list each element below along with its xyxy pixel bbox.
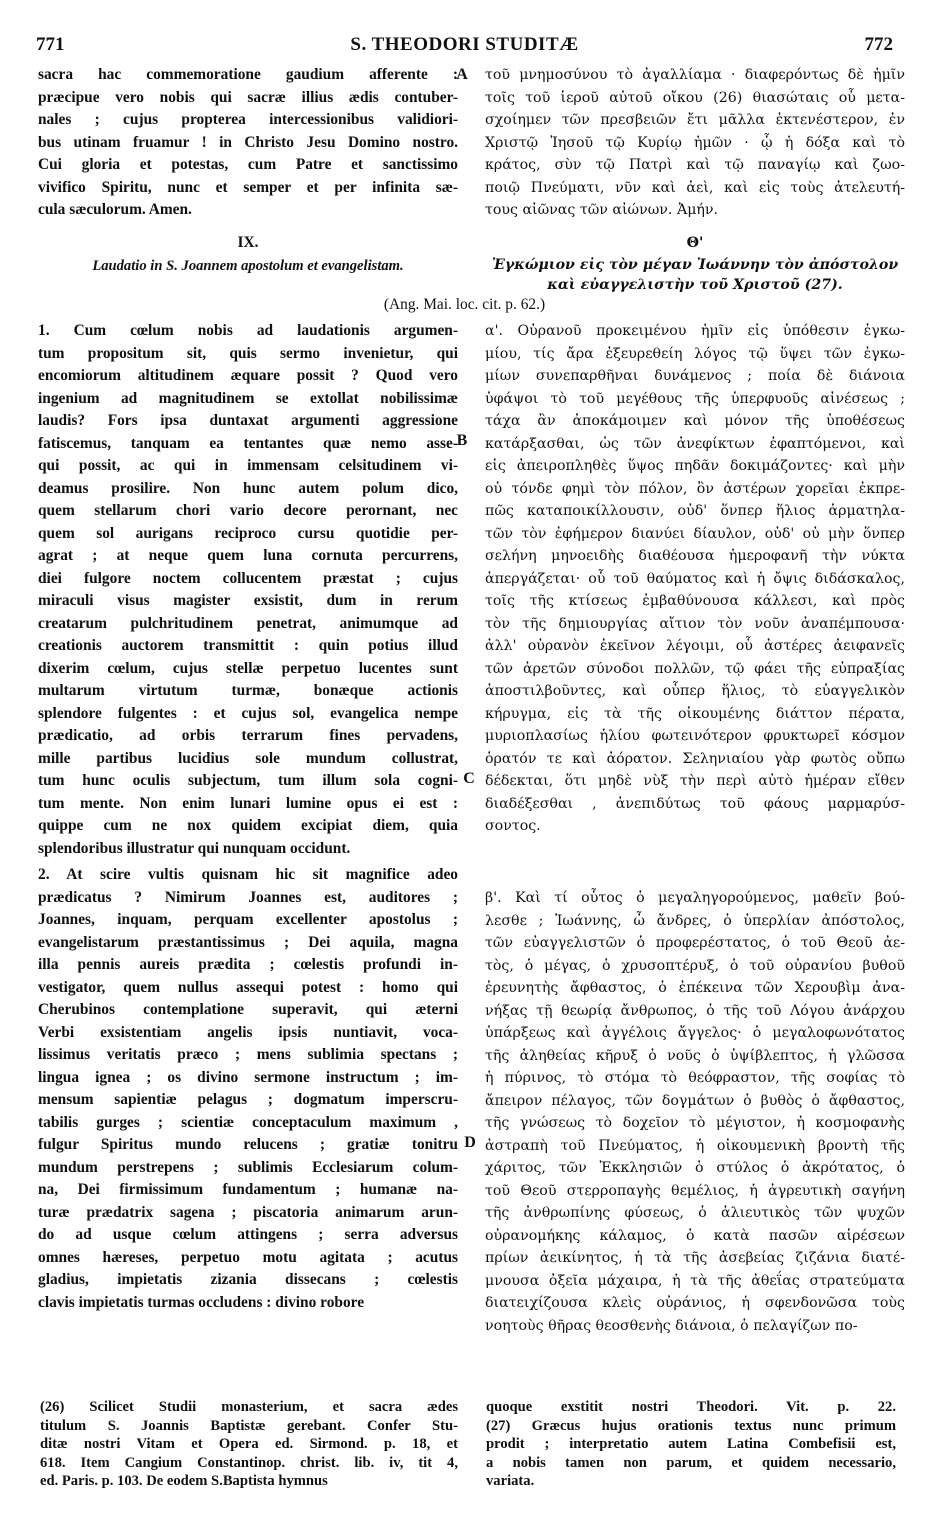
text-line: gladius, impietatis zizania dissecans ; cœlestis bbox=[38, 1271, 458, 1288]
margin-marker-b: B bbox=[456, 432, 468, 449]
greek-section-title-2: καὶ εὐαγγελιστὴν τοῦ Χριστοῦ (27). bbox=[547, 276, 843, 293]
text-line: ὑφάψοι τὸ τοῦ μεγέθους τῆς ὑπερφυοῦς αἰνέσεως ; bbox=[485, 390, 905, 407]
text-line: Cui gloria et potestas, cum Patre et sanctissimo bbox=[38, 156, 458, 173]
text-line: tabilis gurges ; scientiæ conceptaculum maximum , bbox=[38, 1113, 458, 1131]
page-header bbox=[36, 34, 893, 60]
text-line: fatiscemus, tanquam ea tentantes quæ nemo asse- bbox=[38, 434, 458, 452]
text-line: fulgur Spiritus mundo relucens ; gratiæ tonitru bbox=[38, 1136, 458, 1153]
text-line: πῶς καταποικίλλουσιν, οὐδ' ὅνπερ ἥλιος ἁρματηλα- bbox=[485, 503, 905, 519]
text-line: ἀστραπὴ τοῦ Πνεύματος, ἡ οἰκουμενικὴ βροντὴ τῆς bbox=[485, 1137, 905, 1154]
text-line: quem sol aurigans reciproco cursu quotidie per- bbox=[38, 524, 458, 542]
text-line: ἀλλ' οὐρανὸν ἐκεῖνον λέγοιμι, οὗ ἀστέρες ἀειφανεῖς bbox=[485, 638, 905, 654]
text-line: ἡ πύρινος, τὸ στόμα τὸ θεόφραστον, τῆς σοφίας τὸ bbox=[485, 1070, 905, 1086]
text-line: Χριστῷ Ἰησοῦ τῷ Κυρίῳ ἡμῶν · ᾧ ἡ δόξα καὶ τὸ bbox=[485, 134, 905, 151]
text-line: 1. Cum cœlum nobis ad laudationis argumen- bbox=[38, 322, 458, 339]
text-line: μίων συνεπαρθῆναι δυνάμενος ; ποία δὲ διάνοια bbox=[485, 368, 905, 384]
text-line: νήξας τῇ θεωρίᾳ ἄνθρωπος, ὁ τῆς τοῦ Λόγου ἀνάρχου bbox=[485, 1002, 905, 1019]
text-line: laudis? Fors ipsa duntaxat argumenti aggressione bbox=[38, 412, 458, 429]
text-line: sacra hac commemoratione gaudium afferente : bbox=[38, 66, 458, 83]
text-line: clavis impietatis turmas occludens : divino robore bbox=[38, 1293, 365, 1311]
greek-column-top bbox=[485, 64, 905, 222]
text-line: ed. Paris. p. 103. De eodem S.Baptista hymnus bbox=[40, 1473, 328, 1489]
text-line: ἄπειρον πέλαγος, τῶν δογμάτων ὁ βυθὸς ὁ ἄφθαστος, bbox=[485, 1092, 905, 1109]
greek-paragraph-1 bbox=[485, 320, 905, 838]
text-line: cula sæculorum. Amen. bbox=[38, 201, 192, 218]
text-line: illa pennis aureis prædita ; cœlestis profundi in- bbox=[38, 956, 458, 973]
text-line: creatarum pulchritudinem penetrat, animumque ad bbox=[38, 614, 458, 632]
text-line: Joannes, inquam, perquam excellenter apostolus ; bbox=[38, 911, 458, 928]
text-line: prædicatus ? Nimirum Joannes est, auditores ; bbox=[38, 888, 458, 906]
text-line: ὁρατόν τε καὶ ἀόρατον. Σεληνιαίου γὰρ φωτὸς οὔπω bbox=[485, 750, 905, 767]
text-line: τοῖς τοῦ ἱεροῦ αὐτοῦ οἴκου (26) θιασώταις οὗ μετα- bbox=[485, 89, 905, 106]
latin-column-top bbox=[38, 64, 458, 222]
text-line: variata. bbox=[486, 1473, 535, 1489]
latin-heading bbox=[38, 232, 458, 277]
text-line: χάριτος, τῶν Ἐκκλησιῶν ὁ στύλος ὁ ἀκρότατος, ὁ bbox=[485, 1160, 905, 1176]
text-line: (27) Græcus hujus orationis textus nunc primum bbox=[486, 1417, 896, 1434]
margin-marker-a: A bbox=[456, 66, 468, 83]
text-line: ingenium ad magnitudinem se extollat nobilissimæ bbox=[38, 389, 458, 407]
text-line: deamus prosilire. Non hunc autem polum dico, bbox=[38, 479, 458, 497]
latin-paragraph-1 bbox=[38, 320, 458, 860]
text-line: τῶν ἀρετῶν σύνοδοι πολλῶν, τῷ φάει τῆς εὐπραξίας bbox=[485, 660, 905, 677]
text-line: πρίων ἀεικίνητος, ἡ τὰ τῆς ἀσεβείας ζιζάνια διατέ- bbox=[485, 1250, 905, 1266]
text-line: quippe cum ne nox quidem excipiat diem, quia bbox=[38, 817, 458, 834]
page-number-left: 771 bbox=[36, 34, 65, 55]
text-line: mensum sapientiæ pelagus ; dogmatum imperscru- bbox=[38, 1091, 458, 1108]
footnotes-right bbox=[486, 1398, 896, 1491]
text-line: β'. Καὶ τί οὗτος ὁ μεγαληγορούμενος, μαθεῖν βού- bbox=[485, 890, 905, 906]
text-line: τους αἰῶνας τῶν αἰώνων. Ἀμήν. bbox=[485, 202, 719, 218]
text-line: ἀπεργάζεται· οὗ τοῦ θαύματος καὶ ἡ ὄψις διδάσκαλος, bbox=[485, 570, 905, 587]
text-line: διατειχίζουσα κλεὶς οὐράνιος, ἡ σφενδονῶσα τοὺς bbox=[485, 1295, 905, 1311]
text-line: na, Dei firmissimum fundamentum ; humanæ na- bbox=[38, 1181, 458, 1198]
text-line: titulum S. Joannis Baptistæ gerebant. Confer Stu- bbox=[40, 1417, 458, 1434]
text-line: diei fulgore noctem collucentem præstat ; cujus bbox=[38, 569, 458, 587]
text-line: prodit ; interpretatio autem Latina Combefisii est, bbox=[486, 1436, 896, 1452]
text-line: encomiorum altitudinem æquare possit ? Quod vero bbox=[38, 367, 458, 384]
greek-section-number: Θ' bbox=[686, 235, 704, 251]
text-line: tum hunc oculis subjectum, tum illum sola cogni- bbox=[38, 772, 458, 789]
text-line: qui possit, ac qui in immensam celsitudinem vi- bbox=[38, 457, 458, 474]
text-line: οὐ τόνδε φημὶ τὸν πόλον, ὃν ἀστέρων χορεῖαι ἐκπρε- bbox=[485, 480, 905, 497]
text-line: οὐρανομήκης κάλαμος, ὁ κατὰ πασῶν αἱρέσεων bbox=[485, 1227, 905, 1244]
margin-marker-c: C bbox=[463, 770, 475, 787]
text-line: δέδεκται, ὅτι μηδὲ νὺξ τὴν περὶ αὐτὸ ἡμέραν εἴθεν bbox=[485, 773, 905, 789]
text-line: κατάρξασθαι, ὡς τῶν ἀνεφίκτων ἐφαπτόμενοι, καὶ bbox=[485, 435, 905, 452]
text-line: κήρυγμα, εἰς τὰ τῆς οἰκουμένης διάττον πέρατα, bbox=[485, 705, 905, 722]
text-line: tum propositum sit, quis sermo invenietur, qui bbox=[38, 344, 458, 362]
text-line: ἀποστιλβοῦντες, καὶ οὗπερ ἥλιος, τὸ εὐαγγελικὸν bbox=[485, 683, 905, 699]
text-line: τῶν τὸν ἐφήμερον διανύει δίαυλον, οὐδ' οὐ μὴν ὅνπερ bbox=[485, 525, 905, 542]
source-citation: (Ang. Mai. loc. cit. p. 62.) bbox=[383, 296, 546, 313]
text-line: vestigator, quem nullus assequi potest : homo qui bbox=[38, 978, 458, 996]
text-line: τάχα ἂν ἀποκάμοιμεν καὶ μόνον τῆς ὑποθέσεως bbox=[485, 413, 905, 429]
text-line: mille partibus lucidius sole mundum collustrat, bbox=[38, 749, 458, 767]
greek-heading bbox=[485, 232, 905, 295]
text-line: ditæ nostri Vitam et Opera ed. Sirmond. p. 18, et bbox=[40, 1436, 458, 1452]
text-line: σοντος. bbox=[485, 818, 541, 834]
text-line: σελήνη μηνοειδὴς διαθέουσα ἡμεροφανῆ τὴν νύκτα bbox=[485, 548, 905, 564]
text-line: εἰς ἀπειροπληθὲς ὕψος πηδᾶν δοκιμάζοντες· καὶ μὴν bbox=[485, 458, 905, 474]
text-line: turæ prædatrix sagena ; piscatoria animarum arun- bbox=[38, 1203, 458, 1221]
text-line: quem stellarum chori vario decore perornant, nec bbox=[38, 502, 458, 519]
text-line: evangelistarum præstantissimus ; Dei aquila, magna bbox=[38, 933, 458, 951]
text-line: ὑπάρξεως καὶ ἀγγέλοις ἄγγελος· ὁ μεγαλοφωνότατος bbox=[485, 1025, 905, 1041]
text-line: creationis auctorem transmittit : quin potius illud bbox=[38, 637, 458, 654]
greek-section-title-1: Ἐγκώμιον εἰς τὸν μέγαν Ἰωάννην τὸν ἀπόστολον bbox=[491, 256, 899, 273]
text-line: lissimus veritatis præco ; mens sublimia spectans ; bbox=[38, 1046, 458, 1063]
text-line: τῶν εὐαγγελιστῶν ὁ προφερέστατος, ὁ τοῦ Θεοῦ ἀε- bbox=[485, 935, 905, 951]
text-line: agrat ; at neque quem luna cornuta percurrens, bbox=[38, 547, 458, 564]
text-line: multarum virtutum turmæ, bonæque actionis bbox=[38, 682, 458, 699]
text-line: nales ; cujus propterea intercessionibus validiori- bbox=[38, 111, 458, 128]
text-line: tum mente. Non enim lunari lumine opus ei est : bbox=[38, 794, 458, 812]
latin-section-number: IX. bbox=[237, 234, 259, 251]
text-line: λεσθε ; Ἰωάννης, ὦ ἄνδρες, ὁ ὑπερλίαν ἀπόστολος, bbox=[485, 912, 905, 929]
text-line: 618. Item Cangium Constantinop. christ. lib. iv, tit 4, bbox=[40, 1454, 458, 1471]
text-line: 2. At scire vultis quisnam hic sit magnifice adeo bbox=[38, 866, 458, 883]
text-line: dixerim cœlum, cujus stellæ perpetuo lucentes sunt bbox=[38, 659, 458, 677]
text-line: a nobis tamen non parum, et quidem necessario, bbox=[486, 1454, 896, 1471]
text-line: τὸν τῆς δημιουργίας αἴτιον τὸν νοῦν ἀναπέμπουσα· bbox=[485, 615, 905, 632]
page-number-right: 772 bbox=[864, 34, 893, 55]
text-line: prædicatio, ad orbis terrarum fines pervadens, bbox=[38, 727, 458, 744]
text-line: μυριοπλασίως ἡλίου φωτεινότερον φρυκτωρεῖ κόσμον bbox=[485, 728, 905, 744]
text-line: α'. Οὐρανοῦ προκειμένου ἡμῖν εἰς ὑπόθεσιν ἐγκω- bbox=[485, 323, 905, 339]
text-line: bus utinam fruamur ! in Christo Jesu Domino nostro. bbox=[38, 133, 458, 151]
margin-marker-d: D bbox=[464, 1134, 476, 1151]
text-line: διαδέξεσθαι , ἀνεπιδύτως τοῦ φάους μαρμαρύσ- bbox=[485, 795, 905, 812]
text-line: τῆς ἀληθείας κῆρυξ ὁ νοῦς ὁ ὑψίβλεπτος, ἡ γλῶσσα bbox=[485, 1047, 905, 1064]
text-line: Verbi exsistentiam angelis ipsis nuntiavit, voca- bbox=[38, 1023, 458, 1041]
text-line: τὸς, ὁ μέγας, ὁ χρυσοπτέρυξ, ὁ τοῦ οὐρανίου βυθοῦ bbox=[485, 957, 905, 974]
text-line: omnes hæreses, perpetuo motu agitata ; acutus bbox=[38, 1248, 458, 1266]
text-line: splendoribus illustratur qui nunquam occidunt. bbox=[38, 839, 351, 857]
text-line: σχοίημεν τῶν πρεσβειῶν ἔτι μᾶλλα ἐκτενέστερον, ἐν bbox=[485, 112, 905, 128]
footnotes-left bbox=[40, 1398, 458, 1491]
text-line: Cherubinos contemplatione superavit, qui æterni bbox=[38, 1001, 458, 1018]
latin-paragraph-2 bbox=[38, 864, 458, 1314]
text-line: μνουσα ὀξεῖα μάχαιρα, ἡ τὰ τῆς ἀθεΐας στρατεύματα bbox=[485, 1272, 905, 1289]
text-line: præcipue vero nobis qui sacræ illius ædis contuber- bbox=[38, 88, 458, 106]
text-line: splendore fulgentes : et cujus sol, evangelica nempe bbox=[38, 704, 458, 722]
text-line: τοῦ Θεοῦ στερροπαγὴς θεμέλιος, ἡ ἀγρευτικὴ σαγήνη bbox=[485, 1182, 905, 1199]
text-line: τῆς γνώσεως τὸ δοχεῖον τὸ μέγιστον, ἡ κοσμοφανὴς bbox=[485, 1115, 905, 1131]
text-line: νοητοὺς θῆρας θεοσθενὴς διάνοια, ὁ πελαγίζων πο- bbox=[485, 1317, 858, 1334]
text-line: vivifico Spiritu, nunc et semper et per infinita sæ- bbox=[38, 178, 458, 196]
text-line: ἐρευνητὴς ἄφθαστος, ὁ ἐπέκεινα τῶν Χερουβὶμ ἀνα- bbox=[485, 980, 905, 996]
text-line: lingua ignea ; os divino sermone instructum ; im- bbox=[38, 1068, 458, 1086]
text-line: τοῦ μνημοσύνου τὸ ἀγαλλίαμα · διαφερόντως δὲ ἡμῖν bbox=[485, 67, 905, 83]
text-line: mundum perstrepens ; sublimis Ecclesiarum colum- bbox=[38, 1158, 458, 1176]
text-line: quoque exstitit nostri Theodori. Vit. p. 22. bbox=[486, 1399, 896, 1415]
text-line: miraculi visus magister exsistit, dum in rerum bbox=[38, 592, 458, 609]
greek-paragraph-2 bbox=[485, 887, 905, 1337]
text-line: do ad usque cœlum attingens ; serra adversus bbox=[38, 1226, 458, 1243]
text-line: κράτος, σὺν τῷ Πατρὶ καὶ τῷ παναγίῳ καὶ ζωο- bbox=[485, 157, 905, 173]
running-title: S. THEODORI STUDITÆ bbox=[350, 34, 579, 55]
text-line: (26) Scilicet Studii monasterium, et sacra ædes bbox=[40, 1399, 458, 1415]
text-line: τοῖς τῆς κτίσεως ἐμβαθύνουσα κάλλεσι, καὶ πρὸς bbox=[485, 593, 905, 609]
text-line: μίου, τίς ἄρα ἐξευρεθείη λόγος τῷ ὕψει τῶν ἐγκω- bbox=[485, 345, 905, 362]
text-line: τῆς ἀνθρωπίνης φύσεως, ὁ ἁλιευτικὸς τῶν ψυχῶν bbox=[485, 1205, 905, 1221]
latin-section-title: Laudatio in S. Joannem apostolum et evangelistam. bbox=[92, 257, 404, 274]
text-line: ποιῷ Πνεύματι, νῦν καὶ ἀεὶ, καὶ εἰς τοὺς ἀτελευτή- bbox=[485, 179, 905, 196]
